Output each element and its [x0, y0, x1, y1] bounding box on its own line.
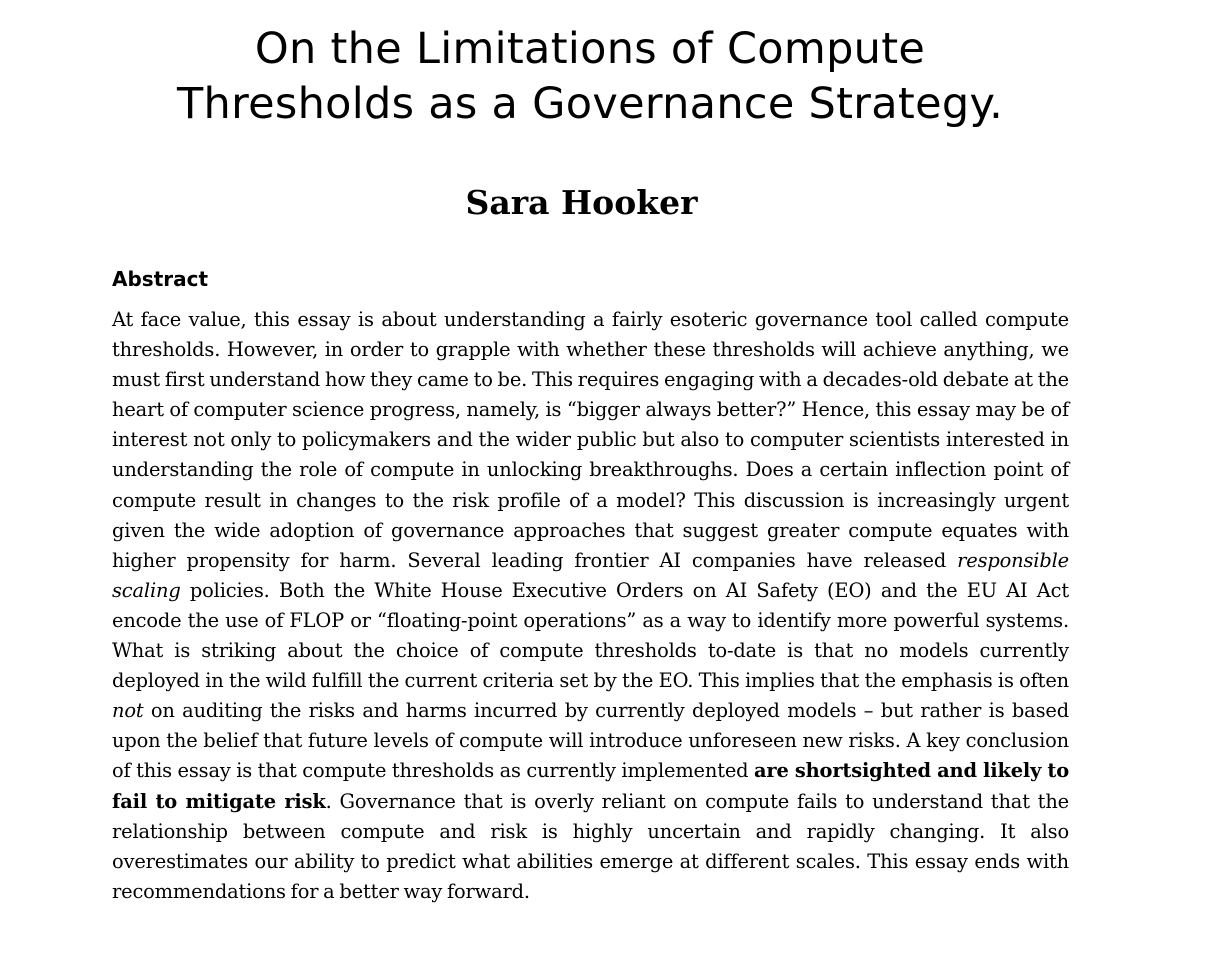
abstract-segment-4: . Governance that is overly reliant on compute fails to understand that the relationship between compute and risk is highly uncertain and rapidly changing. It also overestimates our ability to predict what abilities emerge at different scales. This essay ends with recommendations for a better way forward.: [112, 789, 1069, 903]
abstract-segment-3: on auditing the risks and harms incurred by currently deployed models – but rather is based upon the belief that future levels of compute will introduce unforeseen new risks. A key conclusion of this essay is that compute thresholds as currently implemented: [112, 699, 1069, 783]
abstract-segment-2: policies. Both the White House Executive Orders on AI Safety (EO) and the EU AI Act encode the use of FLOP or “floating-point operations” as a way to identify more powerful systems. What is striking about the choice of compute thresholds to-date is that no models currently deployed in the wild fulfill the current criteria set by the EO. This implies that the emphasis is often: [112, 578, 1069, 693]
abstract-segment-1: At face value, this essay is about understanding a fairly esoteric governance tool called compute thresholds. However, in order to grapple with whether these thresholds will achieve anything, we must first understand how they came to be. This requires engaging with a decades-old debate at the heart of computer science progress, namely, is “bigger always better?” Hence, this essay may be of interest not only to policymakers and the wider public but also to computer scientists interested in understanding the role of compute in unlocking breakthroughs. Does a certain inflection point of compute result in changes to the risk profile of a model? This discussion is increasingly urgent given the wide adoption of governance approaches that suggest greater compute equates with higher propensity for harm. Several leading frontier AI companies have released: [112, 308, 1069, 572]
abstract-emphasis-responsible-scaling: responsible scaling: [112, 548, 1069, 602]
paper-title-line-2: Thresholds as a Governance Strategy.: [176, 79, 1004, 129]
paper-author: Sara Hooker: [465, 183, 698, 222]
abstract-heading: Abstract: [112, 267, 209, 291]
abstract-emphasis-not: not: [112, 699, 144, 723]
paper-title: [0, 22, 1180, 132]
abstract-key-conclusion: are shortsighted and likely to fail to mitigate risk: [112, 759, 1069, 813]
paper-title-line-1: On the Limitations of Compute: [254, 24, 926, 74]
abstract-text: [112, 305, 1069, 907]
